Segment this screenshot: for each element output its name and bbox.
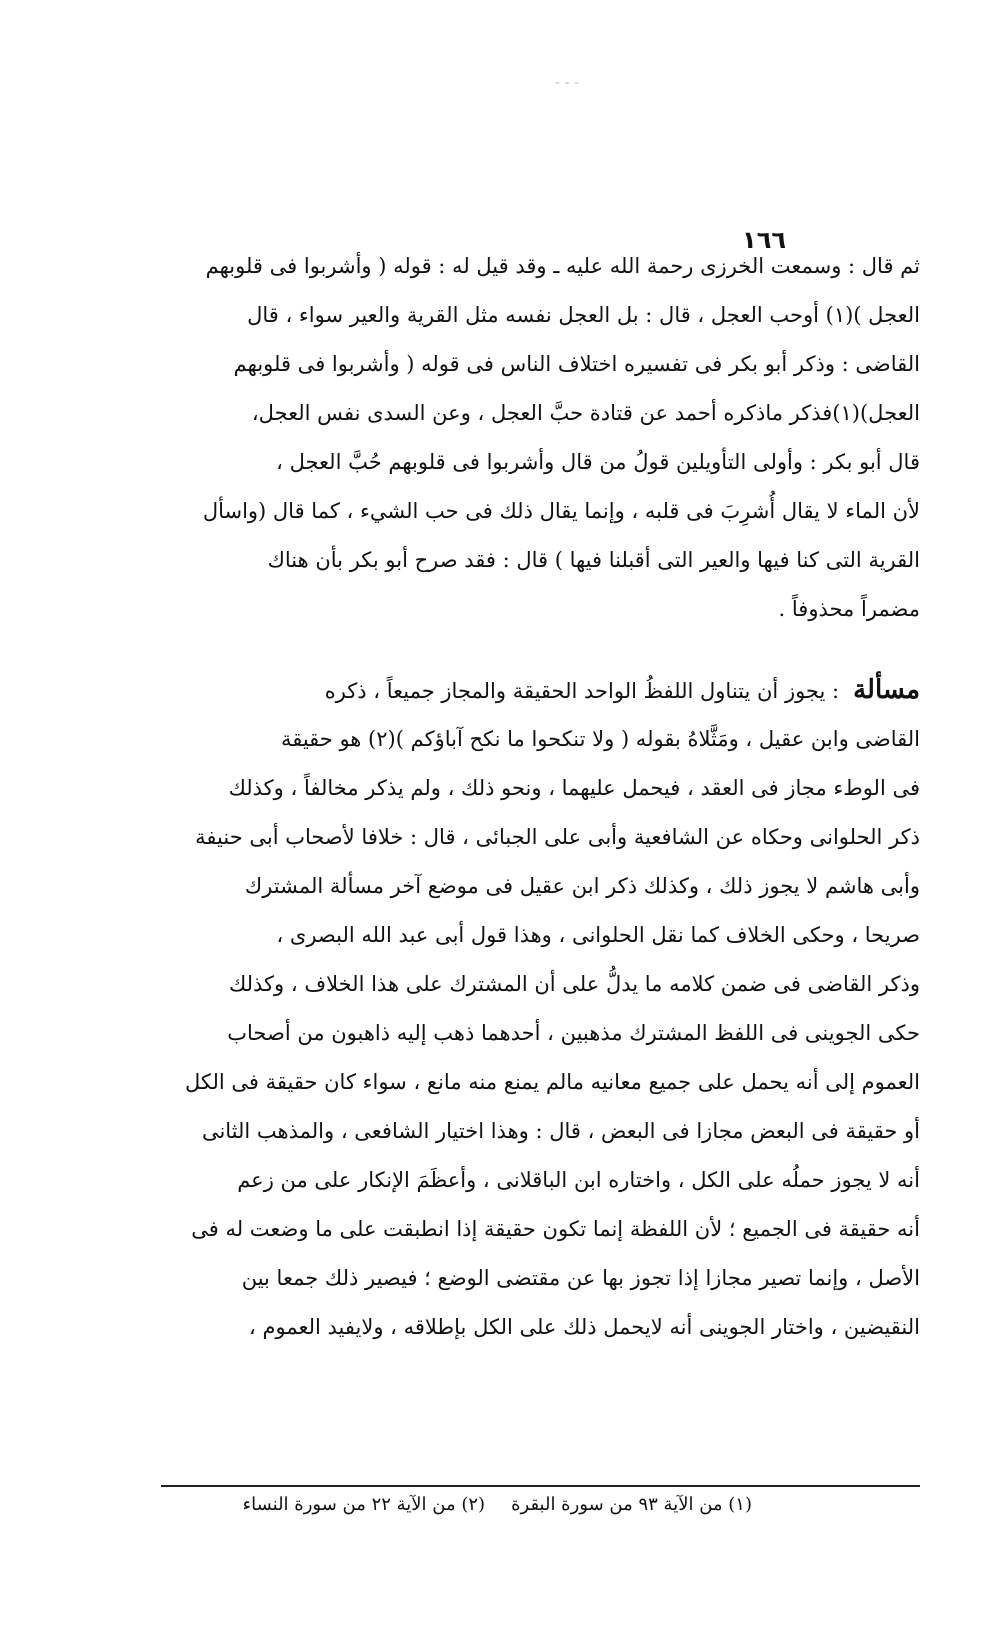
footnote-divider — [161, 1485, 920, 1487]
text-line: أنه حقيقة فى الجميع ؛ لأن اللفظة إنما تكون حقيقة إذا انطبقت على ما وضعت له فى — [191, 1217, 920, 1241]
footnotes — [217, 1494, 752, 1515]
text-line: ثم قال : وسمعت الخرزى رحمة الله عليه ـ وقد قيل له : قوله ( وأشربوا فى قلوبهم — [205, 254, 920, 278]
paragraph-2 — [80, 666, 920, 1352]
text-line: القاضى وابن عقيل ، ومَثَّلاهُ بقوله ( ولا تنكحوا ما نكح آباؤكم )(٢) هو حقيقة — [280, 727, 920, 751]
text-line: القاضى : وذكر أبو بكر فى تفسيره اختلاف الناس فى قوله ( وأشربوا فى قلوبهم — [233, 352, 920, 376]
masala-first-line: : يجوز أن يتناول اللفظُ الواحد الحقيقة والمجاز جميعاً ، ذكره — [324, 679, 840, 703]
text-line: العجل)(١)فذكر ماذكره أحمد عن قتادة حبَّ العجل ، وعن السدى نفس العجل، — [251, 401, 920, 425]
text-line: القرية التى كنا فيها والعير التى أقبلنا فيها ) قال : فقد صرح أبو بكر بأن هناك — [267, 548, 920, 572]
text-line: وذكر القاضى فى ضمن كلامه ما يدلُّ على أن المشترك على هذا الخلاف ، وكذلك — [228, 972, 920, 996]
scan-mark: ‐ ‐ ‐ — [555, 75, 580, 91]
text-line: صريحا ، وحكى الخلاف كما نقل الحلوانى ، وهذا قول أبى عبد الله البصرى ، — [276, 923, 920, 947]
text-line: وأبى هاشم لا يجوز ذلك ، وكذلك ذكر ابن عقيل فى موضع آخر مسألة المشترك — [244, 874, 920, 898]
text-line: قال أبو بكر : وأولى التأويلين قولُ من قال وأشربوا فى قلوبهم حُبَّ العجل ، — [276, 450, 920, 474]
page-number: ١٦٦ — [742, 226, 786, 254]
masala-line — [80, 666, 920, 715]
text-line: فى الوطء مجاز فى العقد ، فيحمل عليهما ، ونحو ذلك ، ولم يذكر مخالفاً ، وكذلك — [228, 776, 920, 800]
text-line: أنه لا يجوز حملُه على الكل ، واختاره ابن الباقلانى ، وأعظَمَ الإنكار على من زعم — [237, 1168, 920, 1192]
text-line: النقيضين ، واختار الجوينى أنه لايحمل ذلك على الكل بإطلاقه ، ولايفيد العموم ، — [249, 1315, 920, 1339]
text-line: حكى الجوينى فى اللفظ المشترك مذهبين ، أحدهما ذهب إليه ذاهبون من أصحاب — [227, 1021, 920, 1045]
text-line: لأن الماء لا يقال أُشرِبَ فى قلبه ، وإنما يقال ذلك فى حب الشيء ، كما قال (واسأل — [202, 499, 920, 523]
footnote-1: (١) من الآية ٩٣ من سورة البقرة — [511, 1494, 752, 1515]
footnote-2: (٢) من الآية ٢٢ من سورة النساء — [242, 1494, 486, 1515]
text-line: العجل )(١) أوحب العجل ، قال : بل العجل نفسه مثل القرية والعير سواء ، قال — [247, 303, 920, 327]
text-line: مضمراً محذوفاً . — [778, 597, 920, 621]
masala-heading: مسألة — [853, 675, 920, 705]
paragraph-1 — [80, 242, 920, 634]
text-line: أو حقيقة فى البعض مجازا فى البعض ، قال : وهذا اختيار الشافعى ، والمذهب الثانى — [201, 1119, 920, 1143]
text-line: ذكر الحلوانى وحكاه عن الشافعية وأبى على الجبائى ، قال : خلافا لأصحاب أبى حنيفة — [195, 825, 920, 849]
text-line: الأصل ، وإنما تصير مجازا إذا تجوز بها عن مقتضى الوضع ؛ فيصير ذلك جمعا بين — [241, 1266, 920, 1290]
text-line: العموم إلى أنه يحمل على جميع معانيه مالم يمنع منه مانع ، سواء كان حقيقة فى الكل — [185, 1070, 920, 1094]
